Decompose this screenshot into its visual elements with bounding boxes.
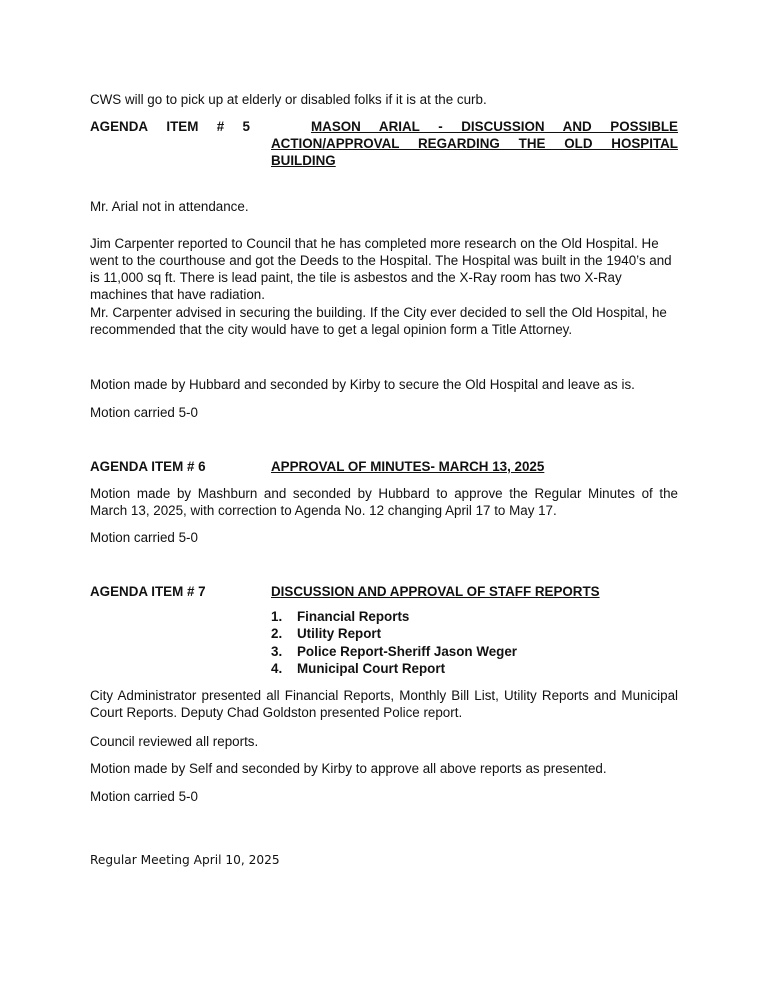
title-line: MASON ARIAL - DISCUSSION AND POSSIBLE <box>311 119 678 134</box>
page-footer: Regular Meeting April 10, 2025 <box>90 853 280 867</box>
motion-result: Motion carried 5-0 <box>90 405 198 420</box>
staff-reports-list <box>271 608 517 677</box>
title-line: BUILDING <box>271 153 336 168</box>
label-word: AGENDA <box>90 119 149 134</box>
agenda-item-5-title <box>271 118 678 169</box>
list-item-number: 3. <box>271 643 283 659</box>
council-reviewed-paragraph: Council reviewed all reports. <box>90 734 259 749</box>
reports-motion-paragraph: Motion made by Self and seconded by Kirby to approve all above reports as presented. <box>90 761 607 776</box>
list-item-text: Utility Report <box>297 626 382 642</box>
list-item-number: 1. <box>271 609 283 624</box>
label-word: 5 <box>242 119 250 134</box>
list-item-text: Municipal Court Report <box>297 660 446 676</box>
list-item <box>271 660 517 677</box>
list-item-number: 2. <box>271 626 283 642</box>
minutes-motion-paragraph: Motion made by Mashburn and seconded by Hubbard to approve the Regular Minutes of the March 13, 2025, with correction to Agenda No. 12 changing April 17 to May 17. <box>90 486 678 518</box>
recommendation-paragraph: Mr. Carpenter advised in securing the building. If the City ever decided to sell the Old Hospital, he recommended that the city would have to get a legal opinion form a Title Attorney. <box>90 305 667 337</box>
agenda-item-6-label: AGENDA ITEM # 6 <box>90 459 206 474</box>
list-item-text: Police Report-Sheriff Jason Weger <box>297 643 518 659</box>
reports-presented-paragraph: City Administrator presented all Financial Reports, Monthly Bill List, Utility Reports and Municipal Court Reports. Deputy Chad Goldston presented Police report. <box>90 688 678 720</box>
title-line: ACTION/APPROVAL REGARDING THE OLD HOSPITAL <box>271 136 678 151</box>
list-item-text: Financial Reports <box>297 609 410 624</box>
list-item <box>271 643 517 660</box>
list-item <box>271 625 517 642</box>
motion-result: Motion carried 5-0 <box>90 530 198 545</box>
list-item-number: 4. <box>271 660 283 676</box>
list-item <box>271 608 517 625</box>
agenda-item-7-label: AGENDA ITEM # 7 <box>90 584 206 599</box>
agenda-item-7-title: DISCUSSION AND APPROVAL OF STAFF REPORTS <box>271 584 600 599</box>
agenda-item-5-label <box>90 118 250 135</box>
agenda-item-6-title: APPROVAL OF MINUTES- MARCH 13, 2025 <box>271 459 545 474</box>
attendance-paragraph: Mr. Arial not in attendance. <box>90 199 249 214</box>
motion-result: Motion carried 5-0 <box>90 789 198 804</box>
intro-paragraph: CWS will go to pick up at elderly or disabled folks if it is at the curb. <box>90 92 487 107</box>
label-word: ITEM <box>166 119 199 134</box>
motion-paragraph: Motion made by Hubbard and seconded by Kirby to secure the Old Hospital and leave as is. <box>90 377 635 392</box>
research-paragraph: Jim Carpenter reported to Council that he has completed more research on the Old Hospital. He went to the courthouse and got the Deeds to the Hospital. The Hospital was built in the 1940’s and is 11,000 sq ft. There is lead paint, the tile is asbestos and the X-Ray room has two X-Ray machines that have radiation. <box>90 236 672 302</box>
label-word: # <box>216 119 225 134</box>
